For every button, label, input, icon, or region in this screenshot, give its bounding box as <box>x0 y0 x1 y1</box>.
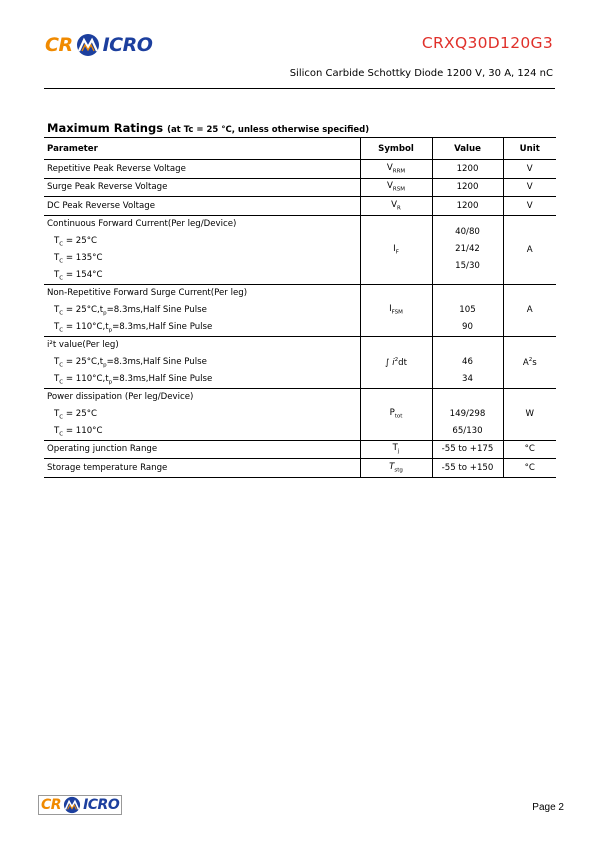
value-cell: 1200 <box>432 178 503 197</box>
symbol-cell: $I_F$ <box>360 215 432 284</box>
symbol-cell: $P_{tot}$ <box>360 388 432 440</box>
param-cell <box>44 284 360 336</box>
header-symbol: Symbol <box>360 138 432 160</box>
condition-line: $T_C = 25^\circ C$ <box>54 235 97 248</box>
section-condition: (at Tc = 25 °C, unless otherwise specified) <box>167 125 370 135</box>
condition-line: $T_C$ = $110^\circ C,t_p=8.3ms,Half$ Sine Pulse <box>54 373 213 386</box>
param-cell: Storage temperature Range <box>44 459 360 478</box>
table-row <box>44 336 556 388</box>
symbol-cell: $I_{FSM}$ <box>360 284 432 336</box>
logo-mark-icon <box>73 33 103 57</box>
table-row <box>44 284 556 336</box>
company-logo <box>45 33 152 57</box>
footer-logo-mark-icon <box>61 796 83 814</box>
param-cell <box>44 388 360 440</box>
param-cell <box>44 336 360 388</box>
symbol-cell: $T_{stg}$ <box>360 459 432 478</box>
unit-cell: W <box>503 388 556 440</box>
unit-cell: °C <box>503 440 556 459</box>
symbol-cell: $T_j$ <box>360 440 432 459</box>
param-cell: DC Peak Reverse Voltage <box>44 197 360 216</box>
footer-logo-micro-text: ICRO <box>83 797 120 813</box>
table-row <box>44 160 556 179</box>
value-cell: 105 90 <box>432 284 503 336</box>
section-title-text: Maximum Ratings <box>47 121 164 135</box>
symbol-cell: $V_R$ <box>360 197 432 216</box>
table-header-row <box>44 138 556 160</box>
header-unit: Unit <box>503 138 556 160</box>
unit-cell: V <box>503 197 556 216</box>
value-cell: 1200 <box>432 160 503 179</box>
condition-line: $T_C$ = $25^\circ C,t_p=8.3ms,Half$ Sine Pulse <box>54 304 207 317</box>
symbol-cell: $V_{RSM}$ <box>360 178 432 197</box>
value-cell: -55 to +150 <box>432 459 503 478</box>
part-number: CRXQ30D120G3 <box>421 34 553 52</box>
param-title: Continuous Forward Current(Per leg/Device) <box>47 218 237 229</box>
max-ratings-table <box>44 137 556 478</box>
value-cell: 40/80 21/42 15/30 <box>432 215 503 284</box>
header-divider <box>44 88 555 89</box>
param-cell <box>44 215 360 284</box>
value-cell: 1200 <box>432 197 503 216</box>
condition-line: $T_C = 154^\circ C$ <box>54 269 103 282</box>
table-row <box>44 440 556 459</box>
unit-cell: A <box>503 215 556 284</box>
condition-line: $T_C$ = $110^\circ C,t_p=8.3ms,Half$ Sine Pulse <box>54 321 213 334</box>
logo-micro-text: ICRO <box>102 34 153 56</box>
symbol-cell: $V_{RRM}$ <box>360 160 432 179</box>
value-cell: -55 to +175 <box>432 440 503 459</box>
condition-line: $T_C$ = $25^\circ C,t_p=8.3ms,Half$ Sine Pulse <box>54 356 207 369</box>
condition-line: $T_C = 110^\circ C$ <box>54 425 103 438</box>
unit-cell: V <box>503 178 556 197</box>
param-title: Non-Repetitive Forward Surge Current(Per leg) <box>47 287 248 298</box>
table-row <box>44 459 556 478</box>
footer-logo-cr-text: CR <box>41 797 62 813</box>
section-title <box>47 121 369 135</box>
unit-cell: A <box>503 284 556 336</box>
table-row <box>44 178 556 197</box>
unit-cell: °C <box>503 459 556 478</box>
symbol-cell: ∫ $i^2dt$ <box>360 336 432 388</box>
logo-cr-text: CR <box>45 34 73 56</box>
param-title: i²t value(Per leg) <box>47 339 119 350</box>
param-cell: Operating junction Range <box>44 440 360 459</box>
table-row <box>44 388 556 440</box>
param-title: Power dissipation (Per leg/Device) <box>47 391 194 402</box>
param-cell: Surge Peak Reverse Voltage <box>44 178 360 197</box>
unit-cell: V <box>503 160 556 179</box>
header-parameter: Parameter <box>44 138 360 160</box>
table-row <box>44 215 556 284</box>
header-value: Value <box>432 138 503 160</box>
footer-logo <box>38 795 122 815</box>
document-subtitle: Silicon Carbide Schottky Diode 1200 V, 30 A, 124 nC <box>289 68 553 79</box>
value-cell: 46 34 <box>432 336 503 388</box>
unit-cell: $A^2s$ <box>503 336 556 388</box>
condition-line: $T_C = 25^\circ C$ <box>54 408 97 421</box>
value-cell: 149/298 65/130 <box>432 388 503 440</box>
page-number: Page 2 <box>532 802 564 813</box>
condition-line: $T_C = 135^\circ C$ <box>54 252 103 265</box>
table-row <box>44 197 556 216</box>
param-cell: Repetitive Peak Reverse Voltage <box>44 160 360 179</box>
